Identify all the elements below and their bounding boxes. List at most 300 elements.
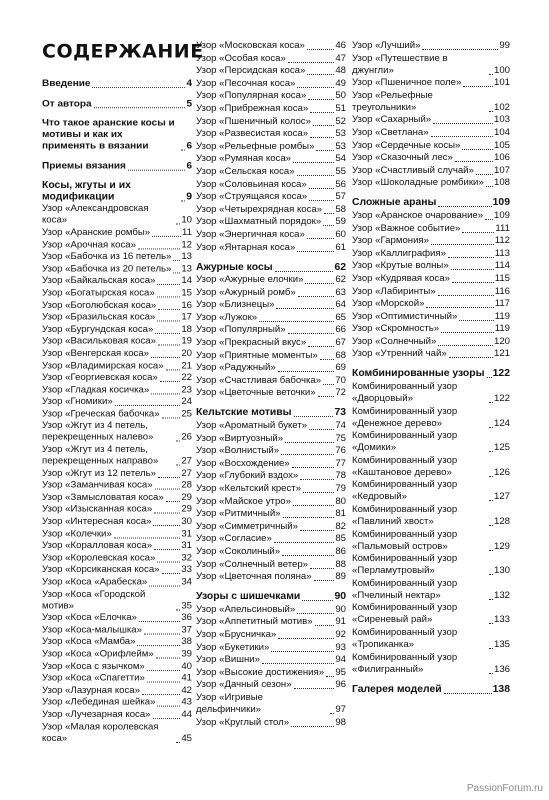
toc-page-number: 136: [493, 663, 510, 675]
toc-page-number: 85: [335, 533, 346, 545]
toc-page-number: 14: [181, 275, 192, 287]
toc-entry: [352, 114, 510, 126]
toc-entry: [42, 251, 192, 263]
toc-entry: [196, 90, 346, 102]
toc-page-number: 98: [335, 716, 346, 728]
dot-leader: [288, 62, 335, 63]
toc-page-number: 42: [181, 685, 192, 696]
toc-entry-title: Узор «Круглый стол»: [196, 716, 290, 728]
toc-entry: [352, 286, 510, 298]
toc-entry-title: Узор «Георгиевская коса»: [42, 372, 158, 383]
toc-entry: [352, 336, 510, 348]
dot-leader: [438, 345, 493, 346]
toc-page-number: 116: [494, 285, 510, 297]
toc-entry-title: Узор «Арочная коса»: [42, 239, 136, 250]
toc-entry: [42, 722, 192, 745]
dot-leader: [297, 613, 334, 614]
toc-entry: [42, 397, 192, 409]
toc-page-number: 111: [495, 222, 510, 234]
toc-entry: [42, 421, 192, 444]
dot-leader: [441, 332, 494, 333]
toc-entry: [42, 300, 192, 312]
toc-entry: [196, 274, 346, 286]
toc-page-number: 58: [335, 203, 346, 215]
toc-entry: [196, 324, 346, 336]
toc-entry: [196, 521, 346, 533]
toc-entry-title: Узор «Ароматный букет»: [196, 420, 308, 432]
toc-entry-title: Узор «Сахарный»: [352, 114, 432, 126]
toc-page-number: 115: [494, 272, 510, 284]
toc-page-number: 103: [493, 114, 510, 126]
toc-page-number: 99: [499, 40, 510, 51]
toc-entry-title: Комбинированный узор «Павлиний хвост»: [352, 504, 458, 528]
toc-entry: [42, 239, 192, 251]
toc-entry-title: Комбинированный узор «Домики»: [352, 430, 458, 454]
dot-leader: [176, 465, 180, 466]
toc-page-number: 6: [186, 160, 192, 172]
toc-entry-title: Комбинированный узор «Денежное дерево»: [352, 405, 458, 429]
dot-leader: [176, 224, 180, 225]
toc-page-number: 6: [186, 141, 192, 152]
page-title: СОДЕРЖАНИЕ: [42, 40, 204, 63]
toc-page-number: 22: [181, 372, 192, 383]
toc-page-number: 35: [181, 600, 192, 612]
toc-entry-title: Узор «Малая королевская коса»: [42, 721, 159, 744]
toc-page-number: 5: [186, 98, 192, 109]
toc-entry: [196, 433, 346, 445]
toc-entry: [42, 312, 192, 324]
dot-leader: [288, 333, 335, 334]
dot-leader: [298, 296, 335, 297]
dot-leader: [142, 694, 180, 695]
dot-leader: [162, 417, 181, 418]
toc-entry: [196, 141, 346, 153]
toc-entry-title: Узор «Московская коса»: [196, 40, 305, 51]
dot-leader: [310, 112, 334, 113]
dot-leader: [426, 307, 493, 308]
watermark: PassionForum.ru: [466, 783, 543, 794]
toc-page-number: 44: [181, 709, 192, 720]
toc-entry-title: Узор «Брусничка»: [196, 628, 277, 640]
toc-page-number: 43: [181, 697, 192, 708]
toc-entry-title: Узор «Греческая бабочка»: [42, 408, 160, 420]
dot-leader: [153, 525, 180, 526]
toc-page-number: 61: [335, 241, 346, 253]
toc-page-number: 31: [181, 528, 192, 540]
toc-entry: [196, 508, 346, 520]
toc-entry-title: Узор «Интересная коса»: [42, 516, 152, 528]
toc-page-number: 102: [493, 101, 510, 113]
toc-page-number: 90: [334, 591, 346, 603]
dot-leader: [92, 87, 185, 88]
toc-entry-title: Узор «Рельефные ромбы»: [196, 140, 315, 152]
toc-entry: [42, 385, 192, 397]
toc-entry-title: Узор «Кудрявая коса»: [352, 272, 450, 284]
dot-leader: [476, 174, 493, 175]
toc-entry: [352, 127, 510, 139]
dot-leader: [166, 369, 181, 370]
toc-entry: [352, 652, 510, 676]
toc-page-number: 105: [493, 139, 510, 151]
dot-leader: [297, 87, 334, 88]
dot-leader: [486, 186, 493, 187]
toc-entry-title: Узор «Коса-малышка»: [42, 624, 142, 636]
toc-entry-title: Узор «Соколиный»: [196, 545, 281, 557]
toc-entry: [196, 242, 346, 254]
toc-page-number: 108: [493, 177, 510, 189]
toc-entry-title: Узор «Коса «Мамба»: [42, 636, 136, 648]
dot-leader: [173, 260, 180, 261]
dot-leader: [276, 308, 334, 309]
toc-entry-title: Узор «Прекрасный вкус»: [196, 337, 307, 349]
toc-entry-title: Узор «Высокие достижения»: [196, 666, 325, 678]
toc-entry: [352, 210, 510, 222]
toc-page-number: 53: [335, 140, 346, 152]
toc-page-number: 34: [181, 576, 192, 588]
toc-entry: [196, 654, 346, 666]
toc-entry: [42, 372, 192, 384]
toc-entry: [196, 375, 346, 387]
dot-leader: [158, 345, 180, 346]
toc-page-number: 113: [494, 247, 510, 259]
toc-entry: [196, 204, 346, 216]
toc-entry: [196, 642, 346, 654]
toc-entry: [196, 420, 346, 432]
toc-entry: [196, 692, 346, 716]
dot-leader: [313, 125, 334, 126]
dot-leader: [433, 123, 493, 124]
dot-leader: [294, 688, 335, 689]
toc-page-number: 73: [334, 407, 346, 419]
dot-leader: [147, 670, 181, 671]
toc-entry: [352, 430, 510, 454]
dot-leader: [157, 706, 180, 707]
toc-entry: [42, 565, 192, 577]
toc-entry: [42, 709, 192, 721]
toc-entry: [196, 717, 346, 729]
toc-entry-title: Приемы вязания: [42, 160, 126, 172]
toc-page-number: 17: [181, 311, 192, 323]
toc-entry-title: Узор «Коса «Арабеска»: [42, 576, 148, 588]
dot-leader: [316, 150, 334, 151]
toc-entry-title: Узор «Лабиринты»: [352, 285, 436, 297]
dot-leader: [489, 74, 493, 75]
toc-entry-title: Узор «Ажурный ромб»: [196, 286, 296, 298]
dot-leader: [489, 550, 493, 551]
toc-page-number: 122: [492, 368, 510, 380]
toc-entry-title: Узор «Волнистый»: [196, 445, 280, 457]
toc-page-number: 107: [493, 164, 510, 176]
dot-leader: [448, 257, 494, 258]
dot-leader: [173, 272, 180, 273]
dot-leader: [489, 402, 493, 403]
toc-page-number: 92: [335, 628, 346, 640]
toc-page-number: 63: [335, 286, 346, 298]
dot-leader: [438, 295, 494, 296]
dot-leader: [151, 357, 180, 358]
toc-page-number: 62: [334, 261, 346, 273]
dot-leader: [149, 586, 180, 587]
toc-page-number: 90: [335, 603, 346, 615]
dot-leader: [438, 206, 491, 207]
toc-entry-title: Сложные араны: [352, 197, 437, 209]
toc-entry-title: Узор «Бабочка из 16 петель»: [42, 251, 172, 263]
toc-page-number: 88: [335, 558, 346, 570]
dot-leader: [489, 599, 493, 600]
dot-leader: [162, 573, 181, 574]
toc-entry-title: Узор «Виртуозный»: [196, 432, 284, 444]
dot-leader: [285, 442, 334, 443]
toc-section-heading: [196, 407, 346, 419]
toc-entry-title: Узор «Близнецы»: [196, 299, 275, 311]
toc-entry-title: Узор «Важное событие»: [352, 222, 461, 234]
toc-page-number: 62: [335, 274, 346, 286]
dot-leader: [487, 377, 492, 378]
toc-entry: [196, 559, 346, 571]
toc-page-number: 112: [494, 235, 510, 247]
toc-entry: [352, 348, 510, 360]
toc-entry-title: Узор «Четырехрядная коса»: [196, 203, 323, 215]
toc-section-heading: [352, 368, 510, 380]
toc-entry-title: Узор «Ажурные елочки»: [196, 274, 304, 286]
toc-column-2: [196, 40, 346, 729]
dot-leader: [462, 149, 493, 150]
toc-entry: [352, 298, 510, 310]
toc-page-number: 13: [181, 263, 192, 275]
toc-entry-title: Узор «Бразильская коса»: [42, 311, 156, 323]
toc-entry-title: Узор «Популярный»: [196, 324, 286, 336]
toc-entry-title: Узор «Коса «Елочка»: [42, 612, 137, 624]
toc-page-number: 72: [335, 387, 346, 399]
dot-leader: [462, 232, 494, 233]
spacer: [42, 91, 192, 99]
dot-leader: [151, 393, 180, 394]
toc-column-1: [42, 40, 204, 745]
toc-entry-title: Комбинированный узор «Тропиканка»: [352, 627, 458, 650]
dot-leader: [485, 219, 493, 220]
dot-leader: [330, 713, 334, 714]
toc-page-number: 119: [494, 310, 510, 322]
dot-leader: [147, 682, 181, 683]
dot-leader: [302, 600, 333, 601]
dot-leader: [309, 429, 334, 430]
toc-entry-title: Узор «Богатырская коса»: [42, 287, 155, 299]
toc-page-number: 29: [181, 504, 192, 515]
dot-leader: [278, 371, 335, 372]
toc-entry: [42, 348, 192, 360]
toc-entry: [42, 625, 192, 637]
toc-entry: [196, 65, 346, 77]
toc-page-number: 70: [335, 374, 346, 386]
dot-leader: [259, 321, 334, 322]
toc-chapter-entry: [42, 98, 192, 110]
toc-page-number: 120: [493, 335, 510, 347]
toc-entry-title: Комбинированный узор «Кедровый»: [352, 479, 458, 503]
dot-leader: [326, 676, 334, 677]
dot-leader: [139, 621, 180, 622]
toc-entry-title: Узор «Цветочная поляна»: [196, 571, 312, 583]
toc-entry: [42, 480, 192, 492]
toc-page-number: 38: [181, 636, 192, 648]
toc-entry: [352, 627, 510, 651]
toc-entry-title: Узор «Счастливая бабочка»: [196, 374, 322, 386]
toc-entry-title: Узор «Васильковая коса»: [42, 336, 156, 347]
toc-entry: [196, 191, 346, 203]
toc-page-number: 52: [335, 115, 346, 127]
toc-section-heading: [196, 262, 346, 274]
toc-entry: [352, 77, 510, 89]
dot-leader: [320, 359, 335, 360]
toc-entry: [352, 504, 510, 528]
toc-entry-title: Узор «Цветочные веточки»: [196, 387, 316, 399]
toc-entry: [196, 616, 346, 628]
toc-entry: [196, 103, 346, 115]
dot-leader: [154, 513, 180, 514]
toc-entry-title: Узор «Жгут из 4 петель, перекрещенных направо»: [42, 444, 159, 467]
dot-leader: [271, 651, 334, 652]
spacer: [42, 153, 192, 161]
dot-leader: [307, 74, 334, 75]
toc-chapter-entry: [42, 118, 192, 153]
toc-entry: [352, 40, 510, 52]
toc-entry: [42, 529, 192, 541]
toc-entry-title: Узор «Восхождение»: [196, 457, 290, 469]
toc-page-number: 122: [493, 393, 510, 405]
dot-leader: [137, 645, 180, 646]
toc-section-heading: [352, 197, 510, 209]
toc-entry: [196, 350, 346, 362]
toc-entry-title: Комбинированный узор «Пальмовый остров»: [352, 528, 458, 552]
toc-entry: [196, 604, 346, 616]
dot-leader: [128, 169, 186, 170]
dot-leader: [489, 500, 493, 501]
toc-entry-title: Узор «Шоколадные ромбики»: [352, 177, 484, 189]
dot-leader: [452, 282, 494, 283]
dot-leader: [297, 251, 334, 252]
toc-entry-title: Узор «Прибрежная коса»: [196, 102, 309, 114]
toc-entry-title: Узор «Крутые волны»: [352, 260, 449, 272]
toc-page-number: 56: [335, 178, 346, 190]
toc-entry-title: Кельтские мотивы: [196, 407, 292, 419]
toc-entry: [196, 679, 346, 691]
toc-page-number: 96: [335, 679, 346, 691]
toc-entry: [352, 235, 510, 247]
toc-page-number: 11: [182, 227, 192, 238]
toc-page-number: 19: [181, 336, 192, 347]
toc-column-3: [352, 40, 510, 696]
toc-entry-title: Узор «Пшеничное поле»: [352, 77, 462, 89]
dot-leader: [294, 416, 334, 417]
toc-entry-title: Узор «Апельсиновый»: [196, 603, 296, 615]
toc-page-number: 126: [493, 466, 510, 478]
toc-entry-title: Узор «Лебединая шейка»: [42, 697, 156, 708]
dot-leader: [459, 320, 493, 321]
toc-chapter-entry: [42, 78, 192, 90]
toc-entry-title: Комбинированный узор «Пчелиный нектар»: [352, 577, 458, 601]
dot-leader: [489, 623, 493, 624]
toc-entry-title: Узор «Аппетитный мотив»: [196, 616, 313, 628]
toc-entry: [196, 337, 346, 349]
toc-page-number: 29: [181, 492, 192, 503]
toc-page-number: 93: [335, 641, 346, 653]
toc-entry: [196, 78, 346, 90]
toc-entry-title: Узор «Сердечные косы»: [352, 139, 461, 151]
toc-page-number: 100: [493, 64, 510, 76]
toc-entry-title: Узор «Развесистая коса»: [196, 128, 309, 140]
toc-entry: [196, 546, 346, 558]
dot-leader: [154, 549, 180, 550]
toc-entry-title: Узор «Ритмичный»: [196, 508, 281, 520]
toc-entry-title: Узор «Гладкая косичка»: [42, 384, 150, 396]
toc-page-number: 54: [335, 153, 346, 165]
dot-leader: [138, 248, 180, 249]
toc-entry-title: Узор «Букетики»: [196, 641, 270, 653]
toc-entry-title: От автора: [42, 98, 92, 109]
toc-entry: [42, 360, 192, 372]
toc-page-number: 101: [493, 77, 510, 89]
toc-entry: [352, 311, 510, 323]
toc-entry: [196, 53, 346, 65]
toc-entry: [42, 553, 192, 565]
toc-entry-title: Узор «Особая коса»: [196, 52, 286, 64]
toc-entry: [196, 387, 346, 399]
dot-leader: [176, 609, 180, 610]
toc-entry: [196, 458, 346, 470]
toc-page-number: 40: [181, 661, 192, 672]
toc-page-number: 9: [186, 191, 192, 203]
toc-entry: [196, 153, 346, 165]
dot-leader: [489, 111, 493, 112]
toc-page-number: 109: [492, 197, 510, 209]
toc-page-number: 81: [335, 508, 346, 520]
toc-page-number: 4: [186, 78, 192, 89]
toc-page-number: 66: [335, 324, 346, 336]
toc-page-number: 55: [335, 165, 346, 177]
dot-leader: [324, 213, 334, 214]
toc-entry-title: Узор «Гармония»: [352, 235, 429, 247]
toc-page-number: 60: [335, 228, 346, 240]
toc-entry-title: Комбинированный узор «Перламутровый»: [352, 553, 458, 577]
dot-leader: [489, 427, 493, 428]
toc-entry: [42, 324, 192, 336]
toc-entry: [352, 223, 510, 235]
toc-entry-title: Узор «Лужок»: [196, 311, 258, 323]
toc-page-number: 53: [335, 128, 346, 140]
toc-entry: [196, 179, 346, 191]
toc-entry-title: Что такое аранские косы и мотивы и как их применять в вязании: [42, 117, 175, 152]
toc-page-number: 18: [181, 324, 192, 335]
toc-entry: [196, 571, 346, 583]
toc-entry: [196, 496, 346, 508]
toc-page-number: 25: [181, 408, 192, 420]
dot-leader: [323, 384, 334, 385]
dot-leader: [310, 137, 334, 138]
toc-entry-title: Узор «Светлана»: [352, 126, 429, 138]
toc-entry: [352, 53, 510, 77]
toc-page-number: 13: [181, 251, 192, 263]
toc-entry-title: Узор «Королевская коса»: [42, 552, 156, 564]
dot-leader: [314, 580, 335, 581]
toc-page-number: 30: [181, 516, 192, 528]
dot-leader: [153, 718, 181, 719]
toc-entry: [42, 637, 192, 649]
toc-entry-title: Узор «Изысканная коса»: [42, 504, 153, 515]
toc-entry-title: Комбинированный узор «Дворцовый»: [352, 381, 458, 405]
toc-entry: [196, 166, 346, 178]
toc-entry-title: Узор «Соловьиная коса»: [196, 178, 307, 190]
toc-entry-title: Узор «Приятные моменты»: [196, 349, 318, 361]
toc-entry: [196, 128, 346, 140]
